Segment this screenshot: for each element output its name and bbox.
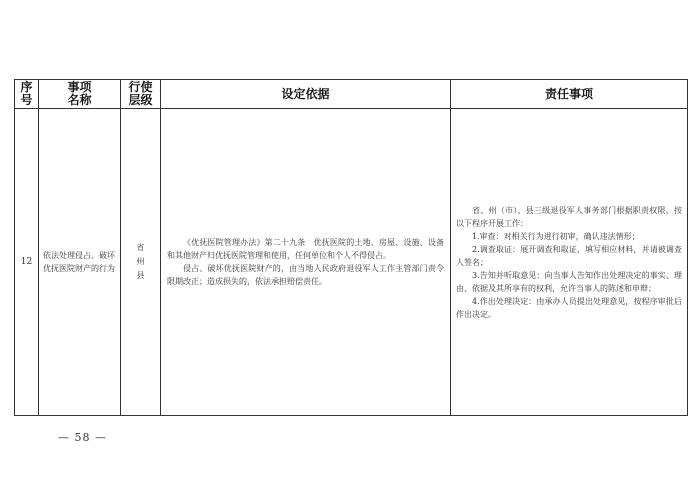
responsibility-table <box>14 79 688 416</box>
basis-paragraph-2: 侵占、破坏优抚医院财产的，由当地人民政府退役军人工作主管部门责令限期改正；造成损失的，依法承担赔偿责任。 <box>167 264 444 286</box>
resp-step-2: 2.调查取证：展开调查和取证，填写相应材料，并请被调查人签名； <box>456 244 682 267</box>
header-item <box>39 80 121 109</box>
header-no-line2: 号 <box>20 93 33 107</box>
header-level-line2: 层级 <box>128 93 153 107</box>
page-number: — 58 — <box>58 431 107 444</box>
item-name: 依法处理侵占、破坏优抚医院财产的行为 <box>39 109 121 416</box>
row-number: 12 <box>15 109 39 416</box>
header-basis: 设定依据 <box>161 80 451 109</box>
table-row <box>15 109 688 416</box>
exercise-level <box>121 109 161 416</box>
header-level <box>121 80 161 109</box>
level-county: 县 <box>136 271 145 280</box>
resp-intro: 省、州（市）、县三级退役军人事务部门根据职责权限，按以下程序开展工作： <box>456 205 682 228</box>
resp-step-4: 4.作出处理决定：由承办人员提出处理意见，按程序审批后作出决定。 <box>456 296 682 319</box>
level-province: 省 <box>136 243 145 252</box>
legal-basis <box>161 109 451 416</box>
resp-step-1: 1.审查：对相关行为进行初审，确认违法情形； <box>472 231 640 241</box>
responsibilities <box>451 109 688 416</box>
basis-paragraph-1: 《优抚医院管理办法》第二十九条 优抚医院的土地、房屋、设施、设备和其他财产归优抚医院管理和使用，任何单位和个人不得侵占。 <box>167 238 444 260</box>
header-level-line1: 行使 <box>128 80 153 94</box>
resp-step-3: 3.告知并听取意见：向当事人告知作出处理决定的事实、理由、依据及其所享有的权利，允许当事人的陈述和申辩； <box>456 270 682 293</box>
header-responsibility: 责任事项 <box>451 80 688 109</box>
level-prefecture: 州 <box>136 257 145 266</box>
header-no <box>15 80 39 109</box>
header-no-line1: 序 <box>20 80 33 94</box>
header-item-line2: 名称 <box>67 93 92 107</box>
table-header-row <box>15 80 688 109</box>
header-item-line1: 事项 <box>67 80 92 94</box>
